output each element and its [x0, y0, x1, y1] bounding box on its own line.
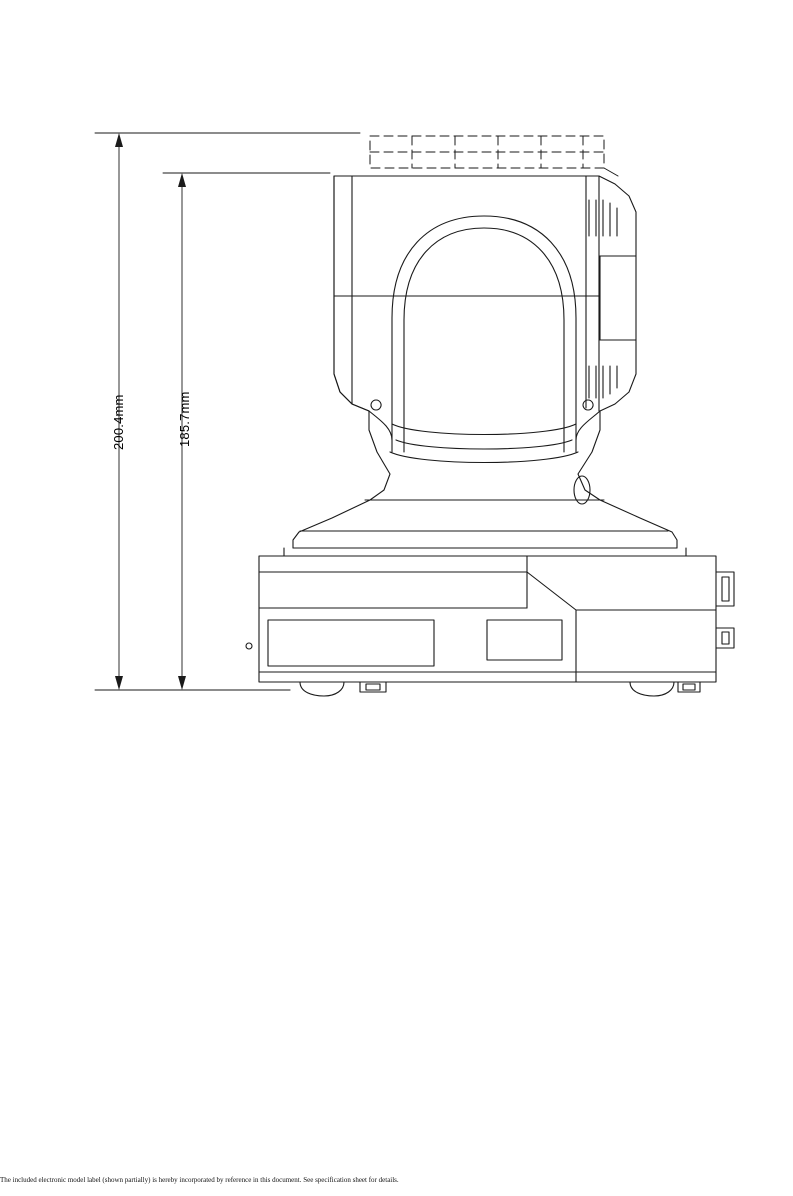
dimension-label-body-height: 185.7mm — [177, 391, 192, 447]
camera-head-housing — [293, 176, 677, 548]
pedestal-skirt — [284, 476, 686, 556]
footer-note: The included electronic model label (shown partially) is hereby incorporated by reference in this document. See specification sheet for details. — [0, 1176, 399, 1184]
hidden-extent-dashed — [370, 136, 604, 168]
base-feet — [300, 682, 700, 696]
hidden-extent-shoulder — [604, 168, 618, 176]
rear-vent-fins — [589, 200, 636, 398]
lens-dome-arch — [390, 216, 578, 463]
dimension-label-overall-height: 200.4mm — [111, 394, 126, 450]
base-unit — [246, 556, 734, 682]
dimension-overall-height — [95, 133, 360, 690]
